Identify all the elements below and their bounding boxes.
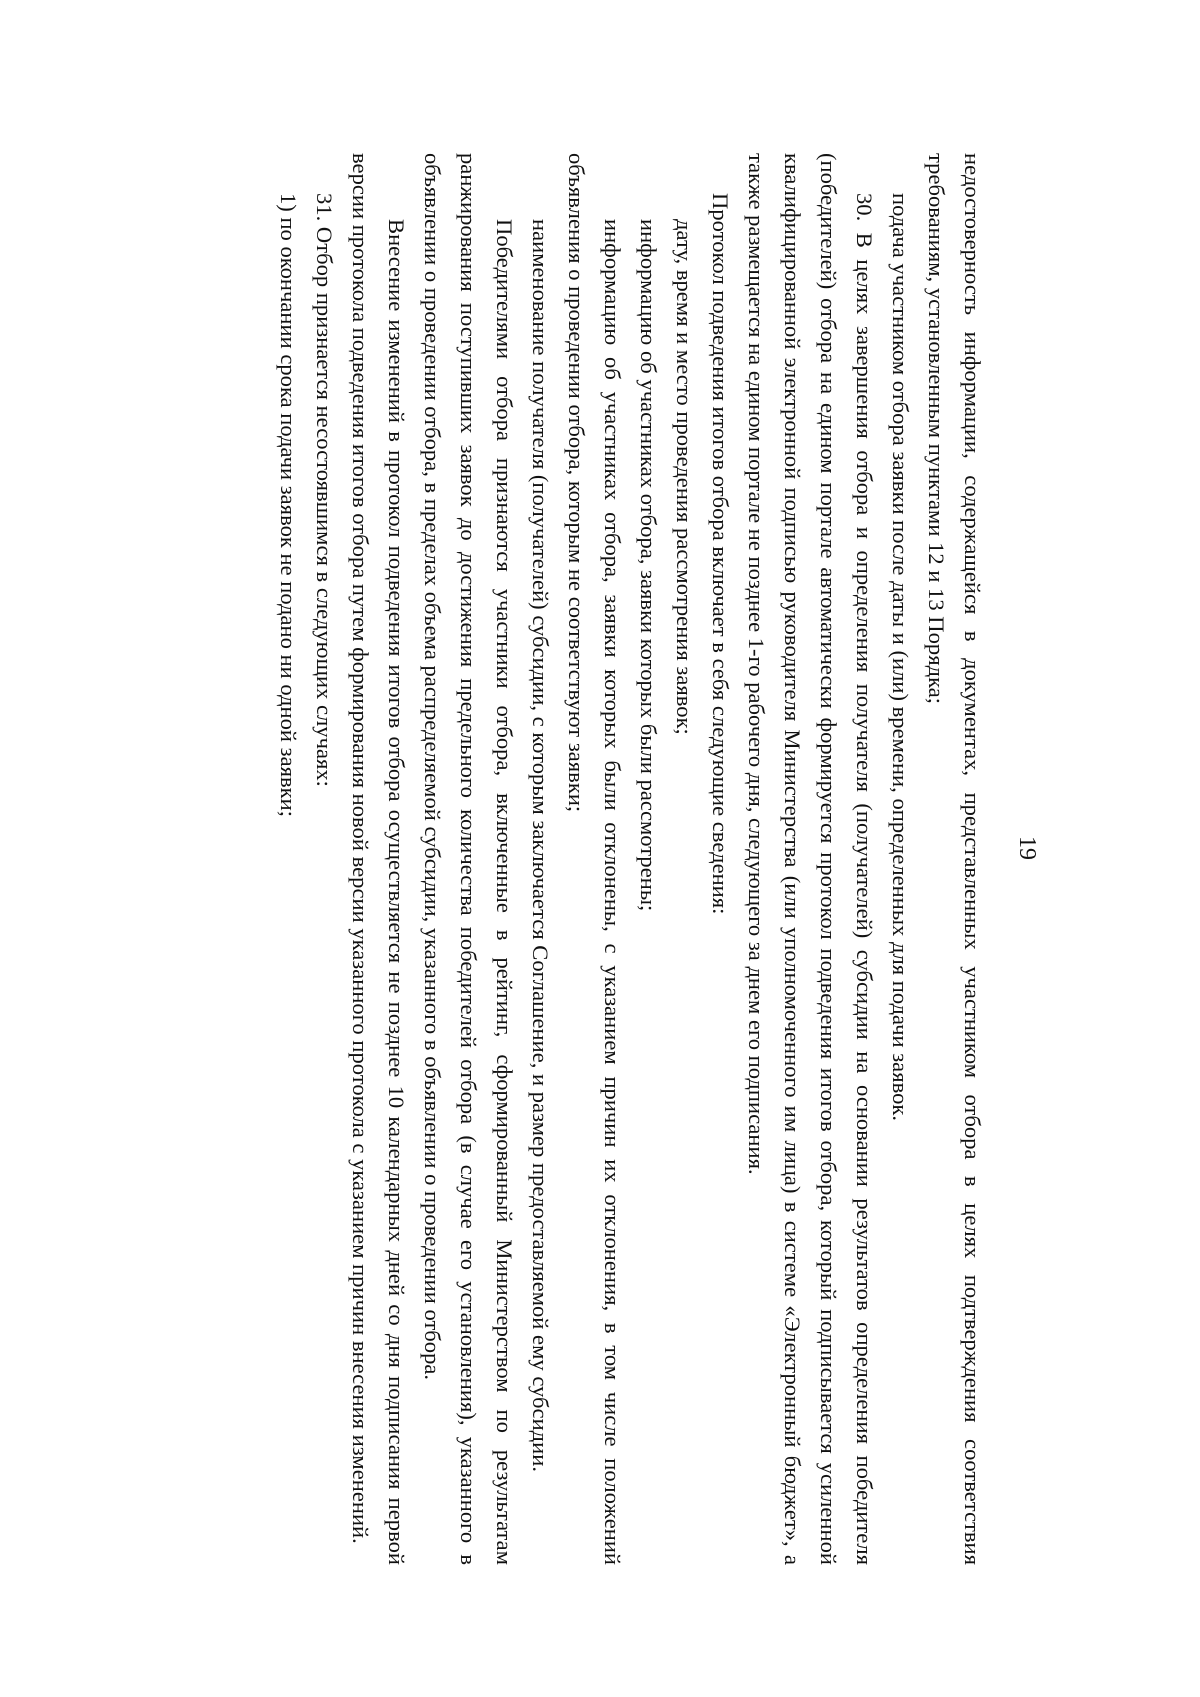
paragraph-protocol-contents: Протокол подведения итогов отбора включает в себя следующие сведения:	[708, 193, 733, 915]
paragraph-unreliable-info: недостоверность информации, содержащейся в документах, представленных участником отбора в целях подтверждения соответствия требованиям, установленным пунктами 12 и 13 Порядка;	[924, 153, 985, 1565]
rotated-document-page	[150, 83, 1050, 1613]
paragraph-winners: Победителями отбора признаются участники отбора, включенные в рейтинг, сформированный Министерством по результатам ранжирования поступивших заявок до достижения предельного количества победителей отбора (в случае его установления), указанного в объявлении о проведении отбора, в пределах объема распределяемой субсидии, указанного в объявлении о проведении отбора.	[420, 153, 517, 1565]
paragraph-item-31: 31. Отбор признается несостоявшимся в следующих случаях:	[312, 193, 337, 787]
paragraph-item-31-1: 1) по окончании срока подачи заявок не подано ни одной заявки;	[276, 193, 301, 818]
page-number: 19	[1014, 836, 1040, 860]
paragraph-considered-participants: информацию об участниках отбора, заявки которых были рассмотрены;	[636, 219, 661, 912]
paragraph-date-time-place: дату, время и место проведения рассмотрения заявок;	[672, 219, 697, 735]
paragraph-item-30: 30. В целях завершения отбора и определения получателя (получателей) субсидии на основании результатов определения победителя (победителей) отбора на едином портале автоматически формируется протокол подведения итогов отбора, который подписывается усиленной квалифицированной электронной подписью руководителя Министерства (или уполномоченного им лица) в системе «Электронный бюджет», а также размещается на едином портале не позднее 1-го рабочего дня, следующего за днем его подписания.	[744, 153, 877, 1565]
paragraph-rejected-participants: информацию об участниках отбора, заявки которых были отклонены, с указанием причин их отклонения, в том числе положений объявления о проведении отбора, которым не соответствуют заявки;	[564, 153, 625, 1565]
paragraph-recipient-name: наименование получателя (получателей) субсидии, с которым заключается Соглашение, и размер предоставляемой ему субсидии.	[528, 219, 553, 1472]
paragraph-late-submission: подача участником отбора заявки после даты и (или) времени, определенных для подачи заявок.	[888, 193, 913, 1122]
paragraph-protocol-changes: Внесение изменений в протокол подведения итогов отбора осуществляется не позднее 10 календарных дней со дня подписания первой версии протокола подведения итогов отбора путем формирования новой версии указанного протокола с указанием причин внесения изменений.	[348, 153, 409, 1565]
document-body	[270, 153, 990, 1565]
